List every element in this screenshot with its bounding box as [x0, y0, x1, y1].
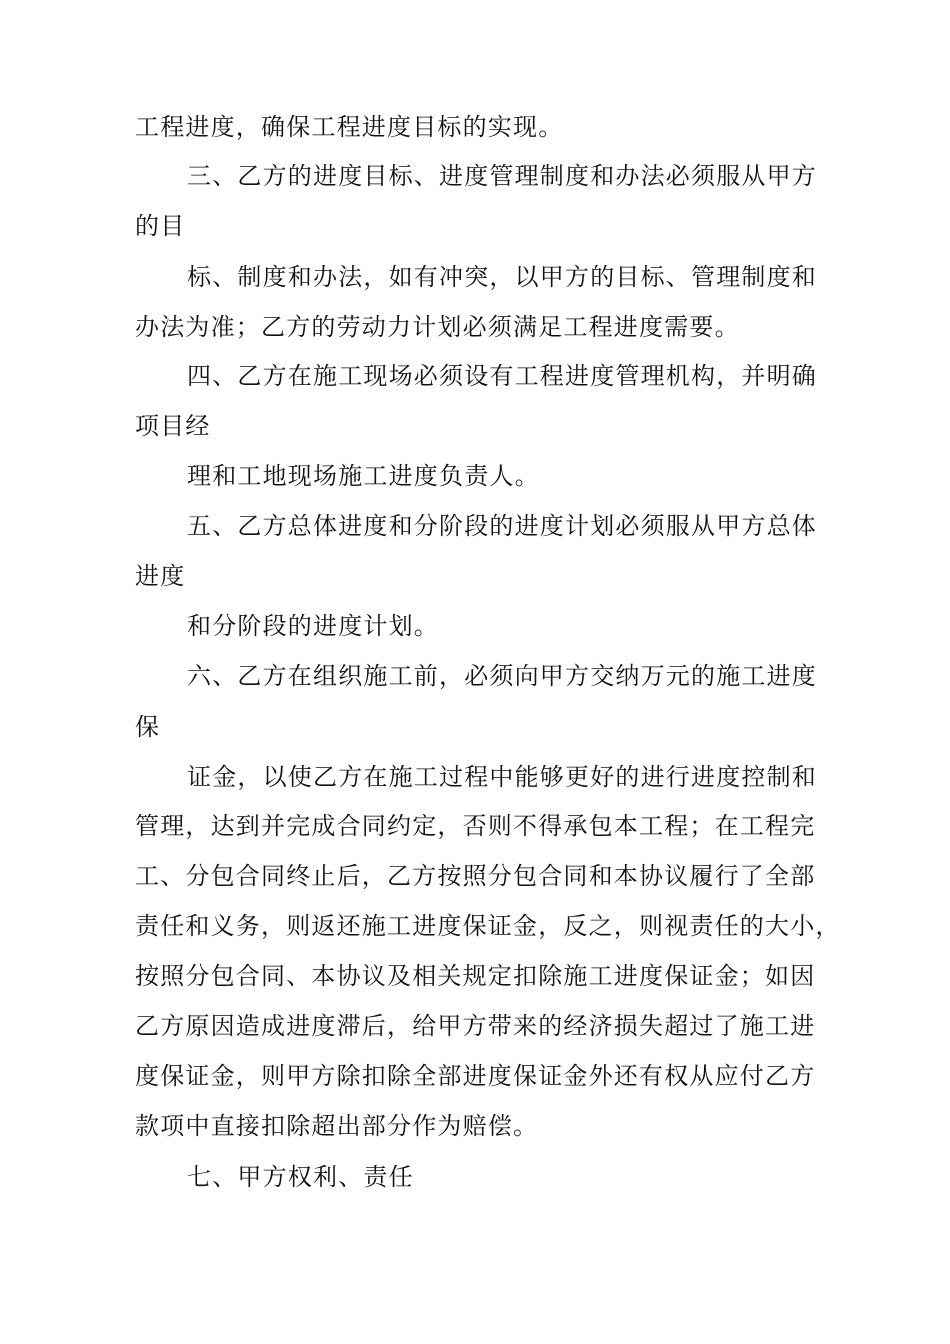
text-line-8: 理和工地现场施工进度负责人。	[187, 462, 540, 490]
text-line-22: 七、甲方权利、责任	[187, 1163, 414, 1191]
text-line-21: 款项中直接扣除超出部分作为赔偿。	[135, 1112, 539, 1140]
text-line-16: 工、分包合同终止后，乙方按照分包合同和本协议履行了全部	[135, 862, 816, 890]
text-line-1: 工程进度，确保工程进度目标的实现。	[135, 113, 564, 141]
text-line-14: 证金，以使乙方在施工过程中能够更好的进行进度控制和	[187, 763, 817, 791]
text-line-15: 管理，达到并完成合同约定，否则不得承包本工程；在工程完	[135, 812, 816, 840]
text-line-18: 按照分包合同、本协议及相关规定扣除施工进度保证金；如因	[135, 962, 816, 990]
text-line-9: 五、乙方总体进度和分阶段的进度计划必须服从甲方总体	[187, 512, 817, 540]
text-line-3: 的目	[135, 212, 186, 240]
text-line-19: 乙方原因造成进度滞后，给甲方带来的经济损失超过了施工进	[135, 1012, 816, 1040]
text-line-10: 进度	[135, 562, 186, 590]
text-line-4: 标、制度和办法，如有冲突，以甲方的目标、管理制度和	[187, 263, 817, 291]
text-line-7: 项目经	[135, 412, 211, 440]
text-line-20: 度保证金，则甲方除扣除全部进度保证金外还有权从应付乙方	[135, 1062, 816, 1090]
text-line-11: 和分阶段的进度计划。	[187, 612, 439, 640]
text-line-13: 保	[135, 713, 161, 741]
text-line-6: 四、乙方在施工现场必须设有工程进度管理机构，并明确	[187, 362, 817, 390]
text-line-2: 三、乙方的进度目标、进度管理制度和办法必须服从甲方	[187, 162, 817, 190]
text-line-12: 六、乙方在组织施工前，必须向甲方交纳万元的施工进度	[187, 662, 817, 690]
text-line-17: 责任和义务，则返还施工进度保证金，反之，则视责任的大小，	[135, 912, 841, 940]
text-line-5: 办法为准；乙方的劳动力计划必须满足工程进度需要。	[135, 313, 740, 341]
